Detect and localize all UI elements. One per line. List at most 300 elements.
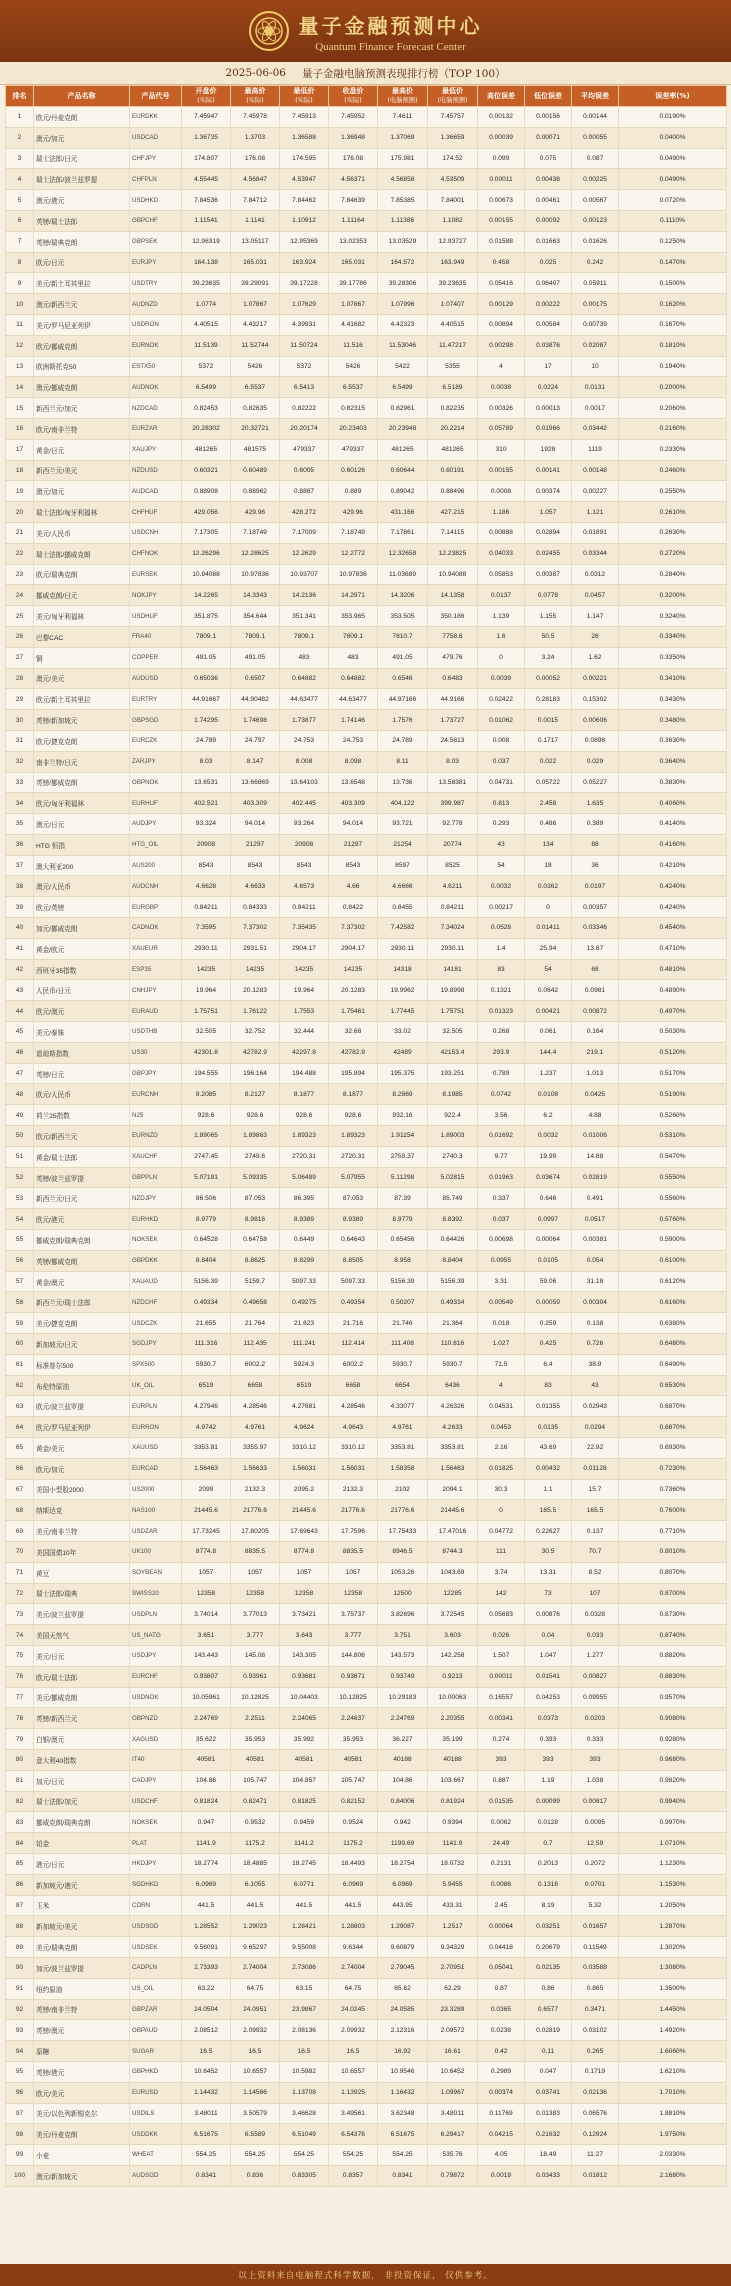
table-row bbox=[6, 1541, 727, 1562]
cell-open-price: 0.60321 bbox=[182, 460, 231, 481]
cell-product-code: EURJPY bbox=[130, 252, 182, 273]
cell-pred-high: 3.82696 bbox=[378, 1604, 428, 1625]
cell-pred-low: 32.505 bbox=[428, 1022, 478, 1043]
cell-err-high: 0.099 bbox=[478, 148, 525, 169]
cell-pred-low: 12285 bbox=[428, 1583, 478, 1604]
cell-err-low: 0.02894 bbox=[525, 522, 572, 543]
table-row bbox=[6, 1417, 727, 1438]
cell-pred-high: 1.7576 bbox=[378, 710, 428, 731]
cell-high-price: 3.50579 bbox=[231, 2103, 280, 2124]
cell-err-low: 0.075 bbox=[525, 148, 572, 169]
cell-high-price: 7.45978 bbox=[231, 107, 280, 128]
cell-product-name: 黄金/日元 bbox=[34, 439, 130, 460]
cell-rank: 13 bbox=[6, 356, 34, 377]
cell-rank: 40 bbox=[6, 918, 34, 939]
cell-pred-high: 1.29087 bbox=[378, 1916, 428, 1937]
cell-open-price: 164.138 bbox=[182, 252, 231, 273]
cell-err-high: 0.1321 bbox=[478, 980, 525, 1001]
cell-rank: 10 bbox=[6, 294, 34, 315]
cell-rank: 65 bbox=[6, 1438, 34, 1459]
cell-err-high: 0.42 bbox=[478, 2041, 525, 2062]
cell-rank: 84 bbox=[6, 1833, 34, 1854]
cell-err-low: 1.047 bbox=[525, 1645, 572, 1666]
cell-err-low: 0.04253 bbox=[525, 1687, 572, 1708]
cell-product-code: USDHKD bbox=[130, 190, 182, 211]
cell-err-rate: 0.7710% bbox=[619, 1521, 727, 1542]
cell-product-code: USDNOK bbox=[130, 1687, 182, 1708]
cell-err-rate: 1.6060% bbox=[619, 2041, 727, 2062]
cell-err-low: 0.0135 bbox=[525, 1417, 572, 1438]
cell-open-price: 402.521 bbox=[182, 793, 231, 814]
cell-product-name: 欧元/新西兰元 bbox=[34, 1126, 130, 1147]
cell-err-high: 0.05041 bbox=[478, 1957, 525, 1978]
cell-pred-high: 12500 bbox=[378, 1583, 428, 1604]
cell-high-price: 1175.2 bbox=[231, 1833, 280, 1854]
cell-err-high: 0.01062 bbox=[478, 710, 525, 731]
cell-err-avg: 0.1719 bbox=[572, 2061, 619, 2082]
cell-product-code: SGDHKD bbox=[130, 1874, 182, 1895]
cell-low-price: 1.28421 bbox=[280, 1916, 329, 1937]
cell-product-name: 美元/匈牙利福林 bbox=[34, 606, 130, 627]
cell-err-rate: 0.5170% bbox=[619, 1063, 727, 1084]
cell-pred-high: 14318 bbox=[378, 959, 428, 980]
cell-low-price: 1.13708 bbox=[280, 2082, 329, 2103]
cell-rank: 31 bbox=[6, 730, 34, 751]
cell-product-code: WHEAT bbox=[130, 2145, 182, 2166]
cell-low-price: 10.93707 bbox=[280, 564, 329, 585]
cell-pred-low: 433.31 bbox=[428, 1895, 478, 1916]
table-row bbox=[6, 1874, 727, 1895]
cell-pred-low: 103.667 bbox=[428, 1770, 478, 1791]
cell-close-price: 6.54376 bbox=[329, 2124, 378, 2145]
cell-err-high: 0.026 bbox=[478, 1625, 525, 1646]
cell-err-rate: 0.4240% bbox=[619, 876, 727, 897]
cell-close-price: 176.08 bbox=[329, 148, 378, 169]
cell-err-avg: 0.265 bbox=[572, 2041, 619, 2062]
cell-product-name: 欧元/人民币 bbox=[34, 1084, 130, 1105]
cell-err-low: 0.02455 bbox=[525, 543, 572, 564]
cell-rank: 42 bbox=[6, 959, 34, 980]
table-row bbox=[6, 210, 727, 231]
cell-high-price: 3.777 bbox=[231, 1625, 280, 1646]
cell-product-name: 美元/瑞典克朗 bbox=[34, 1937, 130, 1958]
cell-rank: 39 bbox=[6, 897, 34, 918]
cell-pred-low: 3.48011 bbox=[428, 2103, 478, 2124]
cell-high-price: 14235 bbox=[231, 959, 280, 980]
cell-low-price: 7809.1 bbox=[280, 626, 329, 647]
cell-high-price: 21297 bbox=[231, 834, 280, 855]
cell-close-price: 6.5537 bbox=[329, 377, 378, 398]
cell-open-price: 5930.7 bbox=[182, 1354, 231, 1375]
cell-close-price: 112.414 bbox=[329, 1334, 378, 1355]
cell-product-code: EURZAR bbox=[130, 418, 182, 439]
table-row bbox=[6, 377, 727, 398]
cell-pred-high: 19.9962 bbox=[378, 980, 428, 1001]
cell-err-low: 0.061 bbox=[525, 1022, 572, 1043]
cell-product-name: 铂金 bbox=[34, 1833, 130, 1854]
cell-high-price: 0.6507 bbox=[231, 668, 280, 689]
cell-product-name: 美元/日元 bbox=[34, 1645, 130, 1666]
cell-err-high: 54 bbox=[478, 855, 525, 876]
cell-product-code: AUDNZD bbox=[130, 294, 182, 315]
cell-product-code: EURGBP bbox=[130, 897, 182, 918]
cell-err-rate: 1.3500% bbox=[619, 1978, 727, 1999]
cell-err-rate: 0.4160% bbox=[619, 834, 727, 855]
cell-err-avg: 0.333 bbox=[572, 1729, 619, 1750]
cell-open-price: 6519 bbox=[182, 1375, 231, 1396]
cell-open-price: 1.75751 bbox=[182, 1001, 231, 1022]
cell-rank: 32 bbox=[6, 751, 34, 772]
cell-high-price: 13.66869 bbox=[231, 772, 280, 793]
cell-product-code: EURHKD bbox=[130, 1209, 182, 1230]
cell-err-rate: 0.3240% bbox=[619, 606, 727, 627]
cell-high-price: 4.9761 bbox=[231, 1417, 280, 1438]
table-row bbox=[6, 564, 727, 585]
cell-err-high: 24.49 bbox=[478, 1833, 525, 1854]
cell-product-code: SGDJPY bbox=[130, 1334, 182, 1355]
cell-open-price: 39.23635 bbox=[182, 273, 231, 294]
cell-rank: 88 bbox=[6, 1916, 34, 1937]
cell-pred-high: 4.33077 bbox=[378, 1396, 428, 1417]
cell-err-low: 25.94 bbox=[525, 938, 572, 959]
cell-pred-low: 44.9166 bbox=[428, 689, 478, 710]
cell-pred-high: 0.84006 bbox=[378, 1791, 428, 1812]
cell-err-avg: 0.01626 bbox=[572, 231, 619, 252]
cell-pred-low: 0.79872 bbox=[428, 2165, 478, 2186]
cell-err-high: 0.04531 bbox=[478, 1396, 525, 1417]
cell-err-rate: 0.6530% bbox=[619, 1375, 727, 1396]
cell-product-code: SPX500 bbox=[130, 1354, 182, 1375]
cell-product-name: 澳大利亚200 bbox=[34, 855, 130, 876]
cell-err-rate: 0.4710% bbox=[619, 938, 727, 959]
cell-low-price: 0.64882 bbox=[280, 668, 329, 689]
cell-pred-low: 1141.9 bbox=[428, 1833, 478, 1854]
cell-pred-high: 42489 bbox=[378, 1042, 428, 1063]
cell-err-rate: 0.3340% bbox=[619, 626, 727, 647]
cell-low-price: 21.623 bbox=[280, 1313, 329, 1334]
cell-pred-high: 21776.6 bbox=[378, 1500, 428, 1521]
cell-pred-high: 6.51675 bbox=[378, 2124, 428, 2145]
table-row bbox=[6, 1313, 727, 1334]
cell-close-price: 0.8357 bbox=[329, 2165, 378, 2186]
cell-product-code: IT40 bbox=[130, 1749, 182, 1770]
cell-product-name: 美元/挪威克朗 bbox=[34, 1687, 130, 1708]
cell-high-price: 6.5589 bbox=[231, 2124, 280, 2145]
cell-high-price: 18.4885 bbox=[231, 1853, 280, 1874]
cell-open-price: 7.84536 bbox=[182, 190, 231, 211]
cell-high-price: 32.752 bbox=[231, 1022, 280, 1043]
cell-err-rate: 0.8740% bbox=[619, 1625, 727, 1646]
cell-low-price: 143.305 bbox=[280, 1645, 329, 1666]
cell-err-low: 0.0362 bbox=[525, 876, 572, 897]
cell-high-price: 8.8625 bbox=[231, 1250, 280, 1271]
cell-product-name: 新加坡元/港元 bbox=[34, 1874, 130, 1895]
cell-err-high: 9.77 bbox=[478, 1146, 525, 1167]
cell-err-low: 73 bbox=[525, 1583, 572, 1604]
cell-err-avg: 0.0131 bbox=[572, 377, 619, 398]
cell-product-code: US2000 bbox=[130, 1479, 182, 1500]
cell-open-price: 21.655 bbox=[182, 1313, 231, 1334]
cell-open-price: 19.964 bbox=[182, 980, 231, 1001]
cell-low-price: 14235 bbox=[280, 959, 329, 980]
cell-err-high: 1.6 bbox=[478, 626, 525, 647]
cell-pred-high: 2759.37 bbox=[378, 1146, 428, 1167]
cell-err-rate: 0.0720% bbox=[619, 190, 727, 211]
cell-low-price: 5.06489 bbox=[280, 1167, 329, 1188]
cell-pred-low: 142.258 bbox=[428, 1645, 478, 1666]
table-row bbox=[6, 1084, 727, 1105]
cell-open-price: 2747.45 bbox=[182, 1146, 231, 1167]
cell-err-high: 0.0008 bbox=[478, 481, 525, 502]
cell-product-code: GBPHKD bbox=[130, 2061, 182, 2082]
cell-rank: 12 bbox=[6, 335, 34, 356]
cell-close-price: 0.8422 bbox=[329, 897, 378, 918]
cell-low-price: 6.0771 bbox=[280, 1874, 329, 1895]
cell-low-price: 13.64103 bbox=[280, 772, 329, 793]
cell-err-high: 0.01692 bbox=[478, 1126, 525, 1147]
cell-rank: 58 bbox=[6, 1292, 34, 1313]
cell-pred-low: 85.749 bbox=[428, 1188, 478, 1209]
cell-low-price: 20908 bbox=[280, 834, 329, 855]
cell-close-price: 0.60126 bbox=[329, 460, 378, 481]
cell-err-low: 18.49 bbox=[525, 2145, 572, 2166]
cell-product-code: EURCZK bbox=[130, 730, 182, 751]
cell-product-name: 英镑/新西兰元 bbox=[34, 1708, 130, 1729]
cell-open-price: 1.89065 bbox=[182, 1126, 231, 1147]
cell-err-rate: 0.1940% bbox=[619, 356, 727, 377]
cell-err-low: 8.19 bbox=[525, 1895, 572, 1916]
cell-product-name: 瑞士法郎/波兰兹罗提 bbox=[34, 169, 130, 190]
cell-close-price: 94.014 bbox=[329, 814, 378, 835]
cell-close-price: 7.18749 bbox=[329, 522, 378, 543]
cell-product-code: AUDNOK bbox=[130, 377, 182, 398]
table-row bbox=[6, 834, 727, 855]
cell-low-price: 1.10912 bbox=[280, 210, 329, 231]
cell-high-price: 5.09335 bbox=[231, 1167, 280, 1188]
cell-open-price: 16.5 bbox=[182, 2041, 231, 2062]
cell-err-rate: 0.1500% bbox=[619, 273, 727, 294]
cell-err-avg: 36 bbox=[572, 855, 619, 876]
cell-product-code: US_OIL bbox=[130, 1978, 182, 1999]
table-row bbox=[6, 543, 727, 564]
cell-product-name: 澳元/人民币 bbox=[34, 876, 130, 897]
cell-product-code: XAGUSD bbox=[130, 1729, 182, 1750]
cell-err-avg: 0.0425 bbox=[572, 1084, 619, 1105]
cell-product-name: 澳元/加元 bbox=[34, 481, 130, 502]
cell-product-code: CORN bbox=[130, 1895, 182, 1916]
cell-err-low: 13.31 bbox=[525, 1562, 572, 1583]
cell-err-rate: 0.1620% bbox=[619, 294, 727, 315]
cell-err-rate: 0.6100% bbox=[619, 1250, 727, 1271]
table-row bbox=[6, 918, 727, 939]
cell-product-code: ESP35 bbox=[130, 959, 182, 980]
cell-pred-low: 350.186 bbox=[428, 606, 478, 627]
table-row bbox=[6, 730, 727, 751]
col-close: 收盘价 (实际) bbox=[329, 86, 378, 107]
cell-product-name: 新加坡元/美元 bbox=[34, 1916, 130, 1937]
cell-pred-low: 193.251 bbox=[428, 1063, 478, 1084]
cell-pred-high: 143.573 bbox=[378, 1645, 428, 1666]
cell-open-price: 18.2774 bbox=[182, 1853, 231, 1874]
cell-err-low: 0.03876 bbox=[525, 335, 572, 356]
cell-err-low: 0.0224 bbox=[525, 377, 572, 398]
cell-err-avg: 0.11549 bbox=[572, 1937, 619, 1958]
cell-err-avg: 0.3471 bbox=[572, 1999, 619, 2020]
cell-err-low: 134 bbox=[525, 834, 572, 855]
cell-pred-high: 8.11 bbox=[378, 751, 428, 772]
cell-err-rate: 0.8070% bbox=[619, 1562, 727, 1583]
cell-err-low: 0.01663 bbox=[525, 231, 572, 252]
cell-open-price: 24.789 bbox=[182, 730, 231, 751]
cell-rank: 52 bbox=[6, 1167, 34, 1188]
table-row bbox=[6, 1645, 727, 1666]
cell-rank: 23 bbox=[6, 564, 34, 585]
cell-pred-low: 1.07407 bbox=[428, 294, 478, 315]
cell-close-price: 4.9643 bbox=[329, 1417, 378, 1438]
cell-product-name: HTG 恒指 bbox=[34, 834, 130, 855]
cell-product-code: US_NATG bbox=[130, 1625, 182, 1646]
cell-close-price: 16.5 bbox=[329, 2041, 378, 2062]
cell-close-price: 1.89323 bbox=[329, 1126, 378, 1147]
cell-rank: 70 bbox=[6, 1541, 34, 1562]
cell-product-name: 南非兰特/日元 bbox=[34, 751, 130, 772]
cell-pred-low: 0.49334 bbox=[428, 1292, 478, 1313]
cell-product-code: GBPNOK bbox=[130, 772, 182, 793]
cell-high-price: 44.90482 bbox=[231, 689, 280, 710]
cell-close-price: 165.031 bbox=[329, 252, 378, 273]
cell-pred-low: 14.1358 bbox=[428, 585, 478, 606]
cell-pred-low: 2094.1 bbox=[428, 1479, 478, 1500]
cell-err-low: 393 bbox=[525, 1749, 572, 1770]
cell-err-low: 17 bbox=[525, 356, 572, 377]
cell-open-price: 4.55445 bbox=[182, 169, 231, 190]
cell-product-code: EURTRY bbox=[130, 689, 182, 710]
cell-err-rate: 0.4540% bbox=[619, 918, 727, 939]
cell-pred-low: 20774 bbox=[428, 834, 478, 855]
cell-err-avg: 0.00144 bbox=[572, 107, 619, 128]
cell-low-price: 2720.31 bbox=[280, 1146, 329, 1167]
cell-high-price: 24.0951 bbox=[231, 1999, 280, 2020]
cell-close-price: 20.23403 bbox=[329, 418, 378, 439]
cell-product-name: 欧元/挪威克朗 bbox=[34, 335, 130, 356]
cell-err-avg: 393 bbox=[572, 1749, 619, 1770]
cell-pred-low: 7758.6 bbox=[428, 626, 478, 647]
cell-err-avg: 0.03102 bbox=[572, 2020, 619, 2041]
cell-pred-low: 1043.69 bbox=[428, 1562, 478, 1583]
cell-pred-low: 1.73727 bbox=[428, 710, 478, 731]
cell-close-price: 5097.33 bbox=[329, 1271, 378, 1292]
cell-err-high: 0.05416 bbox=[478, 273, 525, 294]
cell-err-rate: 0.3350% bbox=[619, 647, 727, 668]
cell-rank: 51 bbox=[6, 1146, 34, 1167]
cell-pred-high: 24.789 bbox=[378, 730, 428, 751]
cell-rank: 50 bbox=[6, 1126, 34, 1147]
cell-product-name: 挪威克朗/瑞典克朗 bbox=[34, 1230, 130, 1251]
cell-pred-low: 10.6452 bbox=[428, 2061, 478, 2082]
cell-pred-low: 7.45757 bbox=[428, 107, 478, 128]
cell-product-code: EURAUD bbox=[130, 1001, 182, 1022]
cell-err-avg: 0.0312 bbox=[572, 564, 619, 585]
cell-high-price: 1.1141 bbox=[231, 210, 280, 231]
table-row bbox=[6, 273, 727, 294]
cell-close-price: 24.753 bbox=[329, 730, 378, 751]
cell-pred-low: 0.9213 bbox=[428, 1666, 478, 1687]
cell-pred-low: 3353.81 bbox=[428, 1438, 478, 1459]
cell-err-avg: 13.67 bbox=[572, 938, 619, 959]
cell-err-rate: 0.6490% bbox=[619, 1354, 727, 1375]
cell-product-name: 欧元/新土耳其里拉 bbox=[34, 689, 130, 710]
cell-err-rate: 1.9750% bbox=[619, 2124, 727, 2145]
cell-product-name: 瑞士法郎/匈牙利福林 bbox=[34, 502, 130, 523]
cell-product-name: 美元/波兰兹罗提 bbox=[34, 1604, 130, 1625]
cell-open-price: 3353.81 bbox=[182, 1438, 231, 1459]
cell-open-price: 2099 bbox=[182, 1479, 231, 1500]
cell-pred-low: 2740.3 bbox=[428, 1146, 478, 1167]
table-row bbox=[6, 814, 727, 835]
cell-product-code: EURCHF bbox=[130, 1666, 182, 1687]
cell-err-rate: 0.1110% bbox=[619, 210, 727, 231]
cell-open-price: 35.622 bbox=[182, 1729, 231, 1750]
cell-err-avg: 15.7 bbox=[572, 1479, 619, 1500]
cell-err-low: 6.4 bbox=[525, 1354, 572, 1375]
cell-pred-high: 1.91154 bbox=[378, 1126, 428, 1147]
cell-err-low: 0.20679 bbox=[525, 1937, 572, 1958]
cell-product-name: 澳元/港元 bbox=[34, 190, 130, 211]
table-row bbox=[6, 606, 727, 627]
cell-err-avg: 1.277 bbox=[572, 1645, 619, 1666]
cell-err-rate: 0.5560% bbox=[619, 1188, 727, 1209]
cell-low-price: 3310.12 bbox=[280, 1438, 329, 1459]
cell-err-low: 30.5 bbox=[525, 1541, 572, 1562]
cell-rank: 62 bbox=[6, 1375, 34, 1396]
cell-low-price: 0.81825 bbox=[280, 1791, 329, 1812]
cell-pred-high: 0.6546 bbox=[378, 668, 428, 689]
cell-pred-high: 111.408 bbox=[378, 1334, 428, 1355]
cell-pred-low: 0.82235 bbox=[428, 398, 478, 419]
cell-pred-low: 9.34329 bbox=[428, 1937, 478, 1958]
table-row bbox=[6, 1729, 727, 1750]
cell-err-avg: 22.92 bbox=[572, 1438, 619, 1459]
cell-close-price: 1.28803 bbox=[329, 1916, 378, 1937]
cell-low-price: 6519 bbox=[280, 1375, 329, 1396]
cell-high-price: 20.1283 bbox=[231, 980, 280, 1001]
cell-product-name: 荷兰25指数 bbox=[34, 1105, 130, 1126]
cell-err-rate: 0.3200% bbox=[619, 585, 727, 606]
table-row bbox=[6, 980, 727, 1001]
cell-err-avg: 0.02087 bbox=[572, 335, 619, 356]
cell-err-low: 0.0997 bbox=[525, 1209, 572, 1230]
cell-product-code: ESTX50 bbox=[130, 356, 182, 377]
table-row bbox=[6, 1209, 727, 1230]
cell-err-rate: 0.2550% bbox=[619, 481, 727, 502]
cell-product-name: 英镑/南非兰特 bbox=[34, 1999, 130, 2020]
cell-product-code: USDTHB bbox=[130, 1022, 182, 1043]
cell-product-code: NOKSEK bbox=[130, 1812, 182, 1833]
cell-pred-high: 481265 bbox=[378, 439, 428, 460]
cell-high-price: 8.9816 bbox=[231, 1209, 280, 1230]
cell-product-code: CADJPY bbox=[130, 1770, 182, 1791]
cell-rank: 5 bbox=[6, 190, 34, 211]
cell-open-price: 32.505 bbox=[182, 1022, 231, 1043]
table-row bbox=[6, 1063, 727, 1084]
cell-pred-high: 6.5499 bbox=[378, 377, 428, 398]
col-pred-low: 最低价 (电脑预测) bbox=[428, 86, 478, 107]
cell-low-price: 32.444 bbox=[280, 1022, 329, 1043]
cell-product-code: UK100 bbox=[130, 1541, 182, 1562]
cell-err-low: 0.00141 bbox=[525, 460, 572, 481]
quantum-logo-icon bbox=[249, 11, 289, 51]
cell-rank: 89 bbox=[6, 1937, 34, 1958]
